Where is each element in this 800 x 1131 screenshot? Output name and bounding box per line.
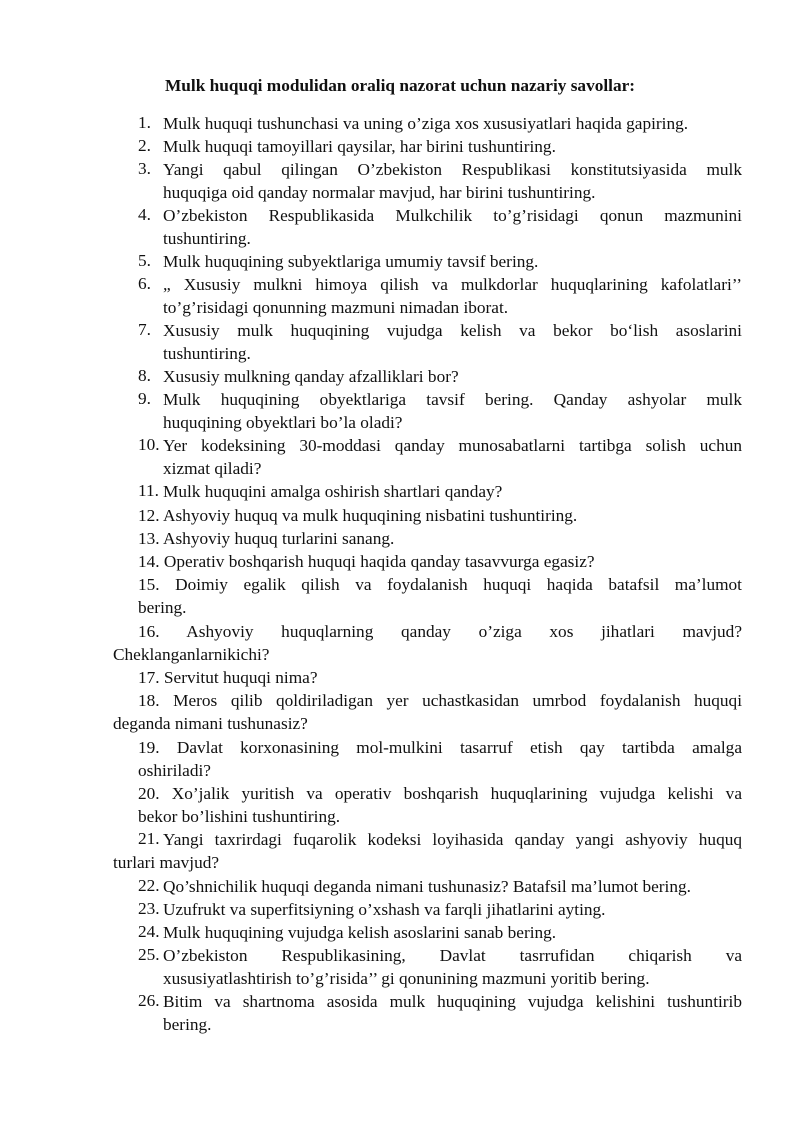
list-item-text: 18. Meros qilib qoldiriladigan yer uchastkasidan umrbod foydalanish huquqi bbox=[138, 691, 742, 710]
list-item-text: Mulk huquqining vujudga kelish asoslarini sanab bering. bbox=[163, 923, 557, 942]
list-item-text: turlari mavjud? bbox=[113, 853, 220, 872]
item-number: 10. bbox=[138, 435, 160, 454]
list-item-text: 12. Ashyoviy huquq va mulk huquqining nisbatini tushuntiring. bbox=[138, 506, 578, 525]
list-item-text: 14. Operativ boshqarish huquqi haqida qanday tasavvurga egasiz? bbox=[138, 552, 595, 571]
item-number: 8. bbox=[138, 366, 151, 385]
list-item-text: Mulk huquqini amalga oshirish shartlari qanday? bbox=[163, 482, 503, 501]
item-number: 4. bbox=[138, 205, 151, 224]
item-number: 6. bbox=[138, 274, 151, 293]
item-number: 25. bbox=[138, 945, 160, 964]
list-item-text: Bitim va shartnoma asosida mulk huquqining vujudga kelishini tushuntirib bbox=[163, 992, 742, 1011]
item-number: 5. bbox=[138, 251, 151, 270]
list-item-text: oshiriladi? bbox=[138, 761, 211, 780]
list-item-text: Mulk huquqining obyektlariga tavsif bering. Qanday ashyolar mulk bbox=[163, 390, 742, 409]
list-item-text: Cheklanganlarnikichi? bbox=[113, 645, 270, 664]
list-item-text: Uzufrukt va superfitsiyning o’xshash va farqli jihatlarini ayting. bbox=[163, 900, 606, 919]
list-item-text: „ Xususiy mulkni himoya qilish va mulkdorlar huquqlarining kafolatlari’’ bbox=[163, 275, 742, 294]
list-item-text: Xususiy mulkning qanday afzalliklari bor? bbox=[163, 367, 459, 386]
list-item-text: Mulk huquqining subyektlariga umumiy tavsif bering. bbox=[163, 252, 539, 271]
item-number: 26. bbox=[138, 991, 160, 1010]
list-item-text: 15. Doimiy egalik qilish va foydalanish huquqi haqida batafsil ma’lumot bbox=[138, 575, 742, 594]
item-number: 3. bbox=[138, 159, 151, 178]
list-item-text: O’zbekiston Respublikasida Mulkchilik to’g’risidagi qonun mazmunini bbox=[163, 206, 742, 225]
item-number: 7. bbox=[138, 320, 151, 339]
list-item-text: tushuntiring. bbox=[163, 344, 251, 363]
list-item-text: 16. Ashyoviy huquqlarning qanday o’ziga xos jihatlari mavjud? bbox=[138, 622, 742, 641]
list-item-text: O’zbekiston Respublikasining, Davlat tasrrufidan chiqarish va bbox=[163, 946, 742, 965]
list-item-text: Mulk huquqi tamoyillari qaysilar, har birini tushuntiring. bbox=[163, 137, 556, 156]
item-number: 24. bbox=[138, 922, 160, 941]
list-item-text: bekor bo’lishini tushuntiring. bbox=[138, 807, 341, 826]
list-item-text: 13. Ashyoviy huquq turlarini sanang. bbox=[138, 529, 395, 548]
item-number: 1. bbox=[138, 113, 151, 132]
list-item-text: deganda nimani tushunasiz? bbox=[113, 714, 308, 733]
list-item-text: to’g’risidagi qonunning mazmuni nimadan iborat. bbox=[163, 298, 509, 317]
item-number: 21. bbox=[138, 829, 160, 848]
list-item-text: 17. Servitut huquqi nima? bbox=[138, 668, 318, 687]
item-number: 2. bbox=[138, 136, 151, 155]
item-number: 9. bbox=[138, 389, 151, 408]
list-item-text: Xususiy mulk huquqining vujudga kelish va bekor bo‘lish asoslarini bbox=[163, 321, 742, 340]
list-item-text: huquqiga oid qanday normalar mavjud, har birini tushuntiring. bbox=[163, 183, 596, 202]
list-item-text: bering. bbox=[138, 598, 187, 617]
list-item-text: xususiyatlashtirish to’g’risida’’ gi qonunining mazmuni yoritib bering. bbox=[163, 969, 650, 988]
list-item-text: 19. Davlat korxonasining mol-mulkini tasarruf etish qay tartibda amalga bbox=[138, 738, 742, 757]
list-item-text: Yer kodeksining 30-moddasi qanday munosabatlarni tartibga solish uchun bbox=[163, 436, 742, 455]
list-item-text: xizmat qiladi? bbox=[163, 459, 262, 478]
list-item-text: bering. bbox=[163, 1015, 212, 1034]
list-item-text: Mulk huquqi tushunchasi va uning o’ziga xos xususiyatlari haqida gapiring. bbox=[163, 114, 689, 133]
list-item-text: tushuntiring. bbox=[163, 229, 251, 248]
list-item-text: 20. Xo’jalik yuritish va operativ boshqarish huquqlarining vujudga kelishi va bbox=[138, 784, 742, 803]
list-item-text: Yangi taxrirdagi fuqarolik kodeksi loyihasida qanday yangi ashyoviy huquq bbox=[163, 830, 742, 849]
list-item-text: huquqining obyektlari bo’la oladi? bbox=[163, 413, 403, 432]
item-number: 11. bbox=[138, 481, 159, 500]
item-number: 22. bbox=[138, 876, 160, 895]
item-number: 23. bbox=[138, 899, 160, 918]
page-title: Mulk huquqi modulidan oraliq nazorat uchun nazariy savollar: bbox=[164, 76, 636, 95]
list-item-text: Qo’shnichilik huquqi deganda nimani tushunasiz? Batafsil ma’lumot bering. bbox=[163, 877, 691, 896]
list-item-text: Yangi qabul qilingan O’zbekiston Respublikasi konstitutsiyasida mulk bbox=[163, 160, 742, 179]
